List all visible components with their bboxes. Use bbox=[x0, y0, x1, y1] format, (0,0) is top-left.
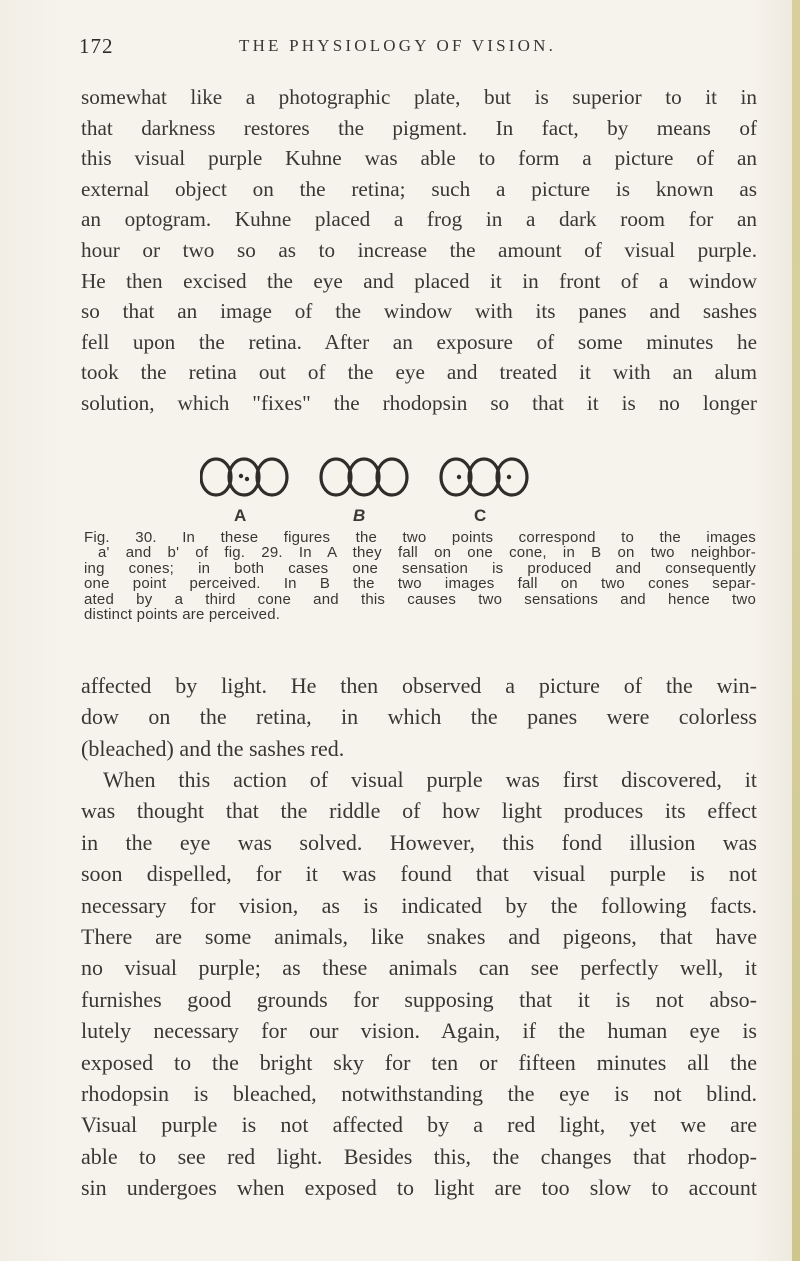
text-line: an optogram. Kuhne placed a frog in a dark room for an bbox=[81, 207, 757, 232]
caption-line: ated by a third cone and this causes two sensations and hence two bbox=[84, 590, 756, 608]
text-line: in the eye was solved. However, this fond illusion was bbox=[81, 829, 757, 855]
text-line: took the retina out of the eye and treated it with an alum bbox=[81, 360, 757, 385]
cones-illustration bbox=[200, 452, 600, 508]
text-line: necessary for vision, as is indicated by the following facts. bbox=[81, 892, 757, 918]
text-line: that darkness restores the pigment. In fact, by means of bbox=[81, 115, 757, 140]
image-point bbox=[507, 475, 511, 479]
image-point bbox=[376, 476, 380, 480]
running-head bbox=[79, 34, 759, 58]
figure-label-b: B bbox=[353, 506, 366, 525]
image-point bbox=[457, 475, 461, 479]
caption-line: a' and b' of fig. 29. In A they fall on one cone, in B on two neighbor- bbox=[98, 544, 756, 562]
text-line: soon dispelled, for it was found that visual purple is not bbox=[81, 861, 757, 887]
image-point bbox=[245, 477, 249, 481]
figure-caption bbox=[84, 530, 756, 622]
text-line: external object on the retina; such a picture is known as bbox=[81, 176, 757, 201]
cone-group-a bbox=[201, 459, 287, 495]
page-edge bbox=[792, 0, 800, 1261]
caption-line: Fig. 30. In these figures the two points correspond to the images bbox=[84, 529, 756, 546]
caption-line: one point perceived. In B the two images fall on two cones separ- bbox=[84, 575, 756, 593]
text-line: sin undergoes when exposed to light are too slow to account bbox=[81, 1175, 757, 1201]
text-line: somewhat like a photographic plate, but is superior to it in bbox=[81, 85, 757, 109]
paragraph-optogram bbox=[81, 82, 757, 419]
running-title: THE PHYSIOLOGY OF VISION. bbox=[239, 36, 557, 55]
image-point bbox=[348, 474, 352, 478]
image-point bbox=[239, 474, 243, 478]
text-line: no visual purple; as these animals can see perfectly well, it bbox=[81, 955, 757, 981]
text-line: this visual purple Kuhne was able to form a picture of an bbox=[81, 146, 757, 171]
page-number: 172 bbox=[79, 34, 114, 58]
text-line: rhodopsin is bleached, notwithstanding the eye is not blind. bbox=[81, 1081, 757, 1107]
text-line: There are some animals, like snakes and pigeons, that have bbox=[81, 924, 757, 950]
caption-line: ing cones; in both cases one sensation is produced and consequently bbox=[84, 559, 756, 577]
text-line: exposed to the bright sky for ten or fifteen minutes all the bbox=[81, 1049, 757, 1075]
text-line: (bleached) and the sashes red. bbox=[81, 735, 345, 761]
text-line: so that an image of the window with its panes and sashes bbox=[81, 299, 757, 324]
text-line: hour or two so as to increase the amount of visual purple. bbox=[81, 237, 757, 262]
text-line: Visual purple is not affected by a red light, yet we are bbox=[81, 1112, 757, 1138]
paragraph-window-picture bbox=[81, 670, 757, 764]
text-line: dow on the retina, in which the panes were colorless bbox=[81, 704, 757, 730]
cone-group-c bbox=[441, 459, 527, 495]
text-line: affected by light. He then observed a picture of the win- bbox=[81, 673, 757, 698]
text-line: lutely necessary for our vision. Again, if the human eye is bbox=[81, 1018, 757, 1044]
text-line: He then excised the eye and placed it in front of a window bbox=[81, 268, 757, 293]
text-line: solution, which "fixes" the rhodopsin so that it is no longer bbox=[81, 390, 757, 415]
figure-label-c: C bbox=[474, 506, 487, 525]
figure-cones bbox=[200, 452, 600, 525]
cone-group-b bbox=[321, 459, 407, 495]
text-line: able to see red light. Besides this, the changes that rhodop- bbox=[81, 1143, 757, 1169]
text-line: fell upon the retina. After an exposure of some minutes he bbox=[81, 329, 757, 354]
caption-line: distinct points are perceived. bbox=[84, 606, 281, 624]
text-line: furnishes good grounds for supposing that it is not abso- bbox=[81, 986, 757, 1012]
figure-label-a: A bbox=[234, 506, 247, 525]
text-line: was thought that the riddle of how light produces its effect bbox=[81, 798, 757, 824]
paragraph-visual-purple bbox=[81, 764, 757, 1204]
text-line: When this action of visual purple was first discovered, it bbox=[103, 767, 757, 792]
